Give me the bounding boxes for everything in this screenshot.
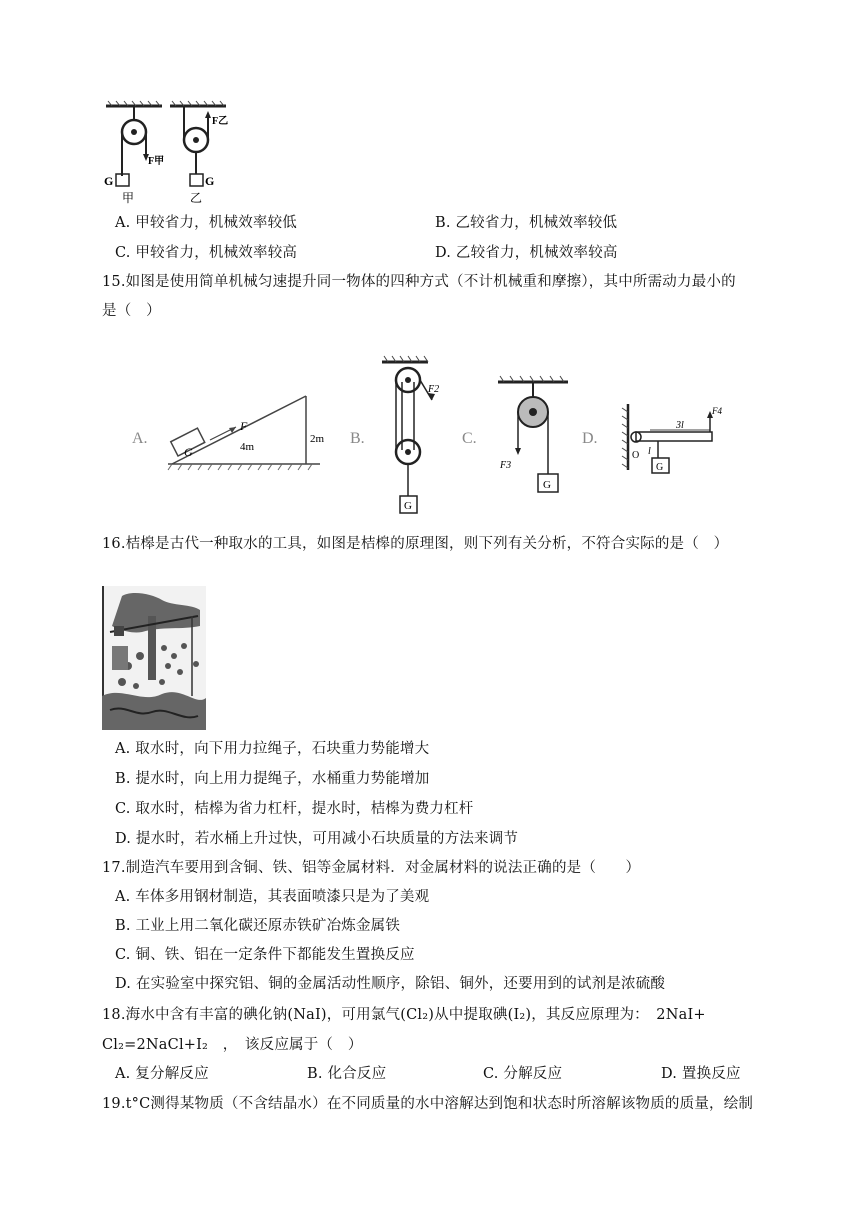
q16-option-c[interactable]: C. 取水时，桔槔为省力杠杆，提水时，桔槔为费力杠杆	[115, 801, 474, 817]
q18-option-b[interactable]: B. 化合反应	[307, 1066, 387, 1082]
fig-label-b: B.	[350, 430, 365, 447]
shadoof-illustration-q16	[102, 586, 206, 730]
fig-d-f4: F4	[712, 406, 722, 416]
q14-option-b[interactable]: B. 乙较省力，机械效率较低	[435, 215, 618, 231]
q19-stem-line1: 19.t°C测得某物质（不含结晶水）在不同质量的水中溶解达到饱和状态时所溶解该物质的质量，绘制	[102, 1096, 754, 1112]
q17-option-c[interactable]: C. 铜、铁、铝在一定条件下都能发生置换反应	[115, 947, 415, 963]
fig-c-g: G	[543, 479, 551, 491]
label-jia: 甲	[122, 191, 135, 205]
fig-a-2m: 2m	[310, 433, 325, 445]
fig-b-g: G	[404, 500, 412, 512]
fig-b-f2: F2	[428, 384, 440, 395]
label-f-yi: F乙	[212, 116, 229, 127]
q14-option-c[interactable]: C. 甲较省力，机械效率较高	[115, 245, 298, 261]
label-f-jia: F甲	[148, 156, 165, 167]
fig-a-4m: 4m	[240, 441, 255, 453]
label-g-right: G	[205, 174, 215, 188]
q17-option-a[interactable]: A. 车体多用钢材制造，其表面喷漆只是为了美观	[115, 889, 430, 905]
label-yi: 乙	[190, 191, 203, 205]
q18-option-a[interactable]: A. 复分解反应	[115, 1066, 209, 1082]
q14-option-d[interactable]: D. 乙较省力，机械效率较高	[435, 245, 618, 261]
q18-stem-line2: Cl₂=2NaCl+I₂ ， 该反应属于（ ）	[102, 1037, 363, 1053]
fig-label-a: A.	[132, 430, 148, 447]
fig-a-f: F	[240, 419, 248, 433]
q18-option-d[interactable]: D. 置换反应	[661, 1066, 741, 1082]
fig-label-c: C.	[462, 430, 477, 447]
label-g-left: G	[104, 174, 114, 188]
pulley-figure-q14	[100, 98, 240, 208]
fig-d-g: G	[656, 462, 664, 473]
q15-stem-line2: 是（ ）	[102, 303, 161, 319]
q16-stem: 16.桔槔是古代一种取水的工具，如图是桔槔的原理图，则下列有关分析，不符合实际的是（ ）	[102, 536, 729, 552]
q16-option-b[interactable]: B. 提水时，向上用力提绳子，水桶重力势能增加	[115, 771, 430, 787]
fig-d-o: O	[632, 450, 640, 461]
fig-d-3l: 3l	[676, 420, 684, 431]
q16-option-a[interactable]: A. 取水时，向下用力拉绳子，石块重力势能增大	[115, 741, 430, 757]
fig-d-l: l	[648, 446, 651, 457]
q17-option-d[interactable]: D. 在实验室中探究铝、铜的金属活动性顺序，除铝、铜外，还要用到的试剂是浓硫酸	[115, 976, 666, 992]
simple-machines-figure-q15	[128, 352, 732, 522]
q18-stem-line1: 18.海水中含有丰富的碘化钠(NaI)，可用氯气(Cl₂)从中提取碘(I₂)，其反应原理为： 2NaI+	[102, 1007, 706, 1023]
q17-option-b[interactable]: B. 工业上用二氧化碳还原赤铁矿冶炼金属铁	[115, 918, 401, 934]
q17-stem: 17.制造汽车要用到含铜、铁、铝等金属材料．对金属材料的说法正确的是（ ）	[102, 860, 641, 876]
fig-a-g: G	[184, 445, 193, 459]
q14-option-a[interactable]: A. 甲较省力，机械效率较低	[115, 215, 297, 231]
q15-stem-line1: 15.如图是使用简单机械匀速提升同一物体的四种方式（不计机械重和摩擦），其中所需动力最小的	[102, 274, 736, 290]
q16-option-d[interactable]: D. 提水时，若水桶上升过快，可用减小石块质量的方法来调节	[115, 831, 519, 847]
fig-c-f3: F3	[500, 460, 512, 471]
fig-label-d: D.	[582, 430, 598, 447]
q18-option-c[interactable]: C. 分解反应	[483, 1066, 563, 1082]
